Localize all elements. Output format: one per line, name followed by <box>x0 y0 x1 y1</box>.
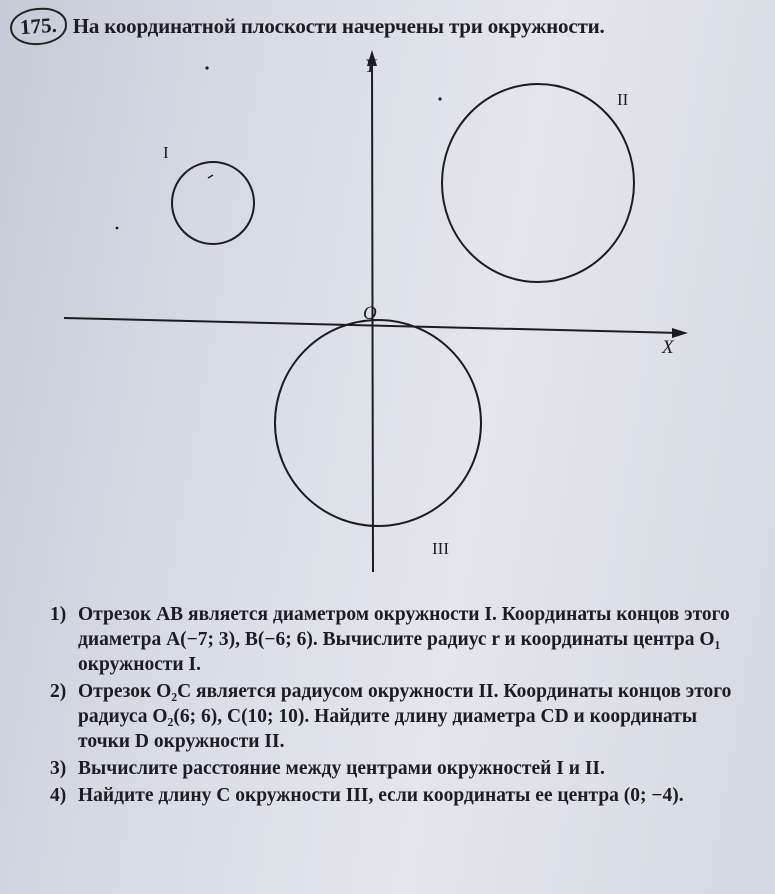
task-number: 3) <box>50 758 67 779</box>
circle-iii <box>275 320 481 526</box>
task-text: Найдите длину C окружности III, если координаты ее центра (0; −4). <box>78 785 684 806</box>
task-number: 4) <box>50 785 67 806</box>
dot-mark <box>438 97 441 100</box>
x-axis-label: X <box>662 337 674 358</box>
task-item <box>50 756 740 781</box>
task-text: Вычислите расстояние между центрами окружностей I и II. <box>78 758 605 779</box>
dot-mark <box>116 227 119 230</box>
task-item <box>50 783 740 808</box>
task-text: Отрезок O₂C является радиусом окружности II. Координаты концов этого радиуса O₂(6; 6), C(10; 10). Найдите длину диаметра CD и координаты точки D окружности II. <box>78 681 732 752</box>
circle-i <box>172 162 254 244</box>
task-item <box>50 602 740 677</box>
problem-number: 175. <box>9 6 68 47</box>
problem-title: На координатной плоскости начерчены три окружности. <box>72 13 605 38</box>
dot-mark <box>205 66 208 69</box>
tick-mark <box>208 175 213 178</box>
circle-ii-label: II <box>617 90 629 109</box>
x-axis-arrow <box>672 328 688 338</box>
task-item <box>50 679 740 754</box>
circle-ii <box>442 84 634 282</box>
circle-iii-label: III <box>432 539 449 558</box>
circle-i-label: I <box>163 143 169 162</box>
y-axis-label: Y <box>365 56 376 77</box>
task-text: Отрезок AB является диаметром окружности I. Координаты концов этого диаметра A(−7; 3), B(−6; 6). Вычислите радиус r и координаты центра O₁ окружности I. <box>78 604 730 675</box>
task-number: 1) <box>50 604 67 625</box>
origin-label: O <box>363 303 377 324</box>
task-number: 2) <box>50 681 67 702</box>
task-list <box>50 602 740 810</box>
